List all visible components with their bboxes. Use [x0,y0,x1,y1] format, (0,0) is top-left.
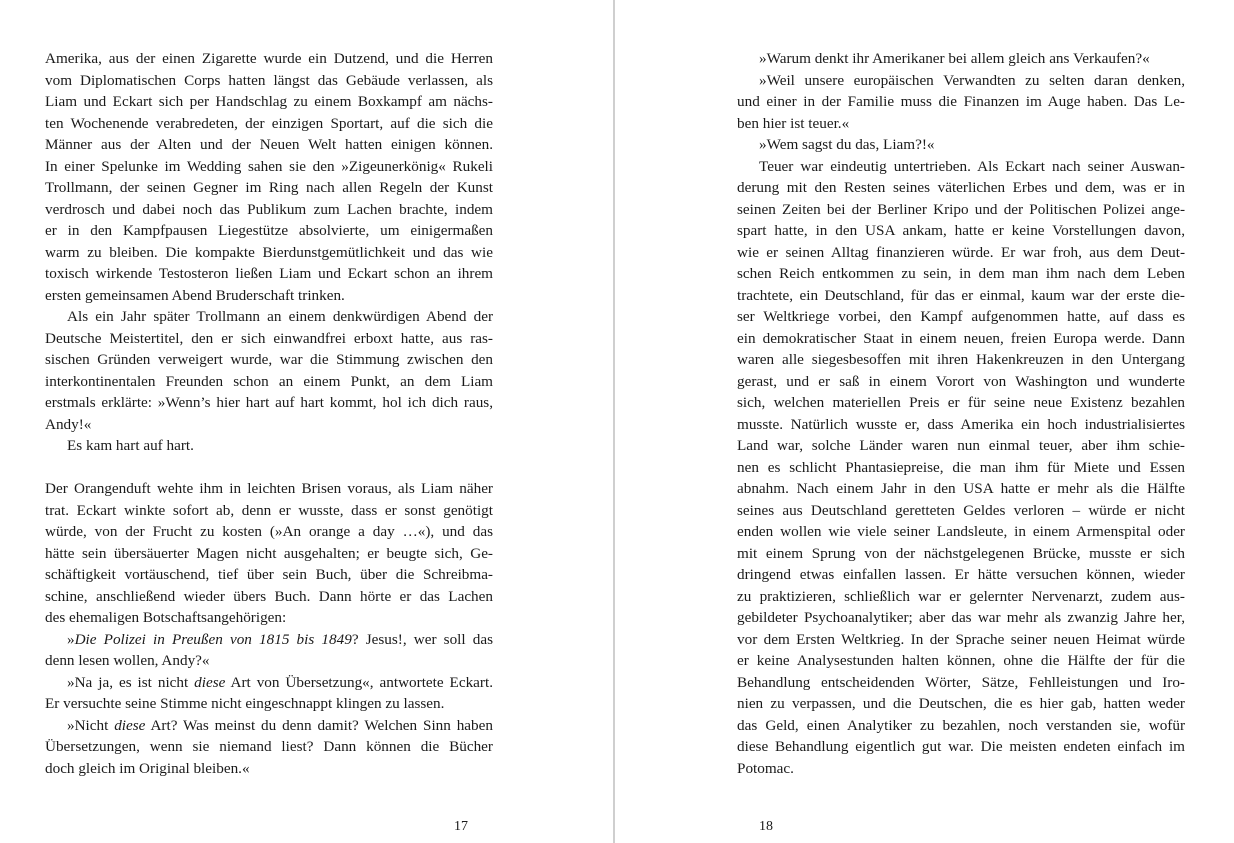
text-line: ben hier ist teuer.« [737,114,850,132]
text-fragment: »Na ja, es ist nicht [67,673,195,691]
text-line: seines aus Deutschland geretteten Geldes verloren – würde er nicht [737,501,1185,519]
text-fragment: Art? Was meinst du denn damit? Welchen Sinn haben [145,716,493,734]
text-line: derung mit den Resten seines väterlichen Erbes und dem, was er in [737,179,1185,196]
text-line: Andy!« [45,415,92,433]
text-line: ersten gemeinsamen Abend Bruderschaft trinken. [45,286,345,304]
text-line: vor dem Ersten Weltkrieg. In der Sprache seiner neuen Heimat würde [737,630,1185,648]
text-line: wie er seinen Alltag finanzieren würde. Er war froh, aus dem Deut- [737,243,1185,261]
text-line: und einer in der Familie muss die Finanzen im Auge haben. Das Le- [737,93,1185,110]
text-line: trachtete, ein Deutschland, für das er einmal, kaum war der erste die- [737,286,1185,304]
text-line: schine, anschließend wieder übers Buch. Dann hörte er das Lachen [45,587,493,605]
text-line: Deutsche Meistertitel, den er sich einwandfrei erboxt hatte, aus ras- [45,329,493,347]
text-line: erstmals erklärte: »Wenn’s hier hart auf hart kommt, hol ich dich raus, [45,394,493,411]
text-line [45,629,493,651]
text-line: waren alle siegesbesoffen mit ihren Hakenkreuzen in den Untergang [737,351,1185,368]
text-line: vom Diplomatischen Corps hatten längst das Gebäude verlassen, als [45,71,493,89]
section-break [45,457,493,479]
text-line: zu praktizieren, schließlich war er gelernter Nervenarzt, zudem aus- [737,587,1185,605]
text-line: Land war, solche Länder waren nun einmal teuer, aber ihm schie- [737,437,1185,454]
text-line: trat. Eckart winkte sofort ab, denn er wusste, dass er sonst genötigt [45,501,493,519]
text-line: Übersetzungen, wenn sie niemand liest? Dann können die Bücher [45,738,493,755]
text-line: sich, welchen materiellen Preis er für seine neue Existenz bezahlen [737,394,1185,411]
text-line: Amerika, aus der einen Zigarette wurde ein Dutzend, und die Herren [45,50,493,67]
page-number-right: 18 [759,819,773,834]
text-line [45,672,493,694]
left-page-text [45,48,493,779]
text-line [45,715,493,737]
book-gutter [613,0,615,843]
text-line: Es kam hart auf hart. [67,437,194,454]
text-line: Er versuchte seine Stimme nicht eingeschnappt klingen zu lassen. [45,695,445,712]
text-line: Trollmann, der seinen Gegner im Ring nach allen Regeln der Kunst [45,179,493,196]
text-fragment: » [67,630,75,648]
text-line: das Geld, einen Analytiker zu bezahlen, noch verstanden sie, wofür [737,716,1185,734]
text-line: Als ein Jahr später Trollmann an einem denkwürdigen Abend der [67,308,493,325]
text-fragment: Art von Übersetzung«, antwortete Eckart. [225,673,493,691]
text-line: gebildeter Psychoanalytiker; aber das war mehr als zwanzig Jahre her, [737,609,1185,626]
text-line: ser Weltkriege vorbei, den Kampf aufgenommen hatte, auf dass es [737,308,1185,325]
text-line: enden wollen wie viele seiner Landsleute, in einem Armenspital oder [737,523,1185,540]
text-line: er keine Analysestunden halten können, ohne die Hälfte der für die [737,652,1185,669]
text-line: spart hatte, in den USA ankam, hatte er keine Vorstellungen davon, [737,222,1185,239]
text-line: interkontinentalen Freunden schon an einem Punkt, an dem Liam [45,372,493,390]
text-line: ten Wochenende verabredeten, der einzigen Sportart, auf die sich die [45,114,493,132]
emphasis-italic: diese [114,716,146,734]
text-line: des ehemaligen Botschaftsangehörigen: [45,609,287,626]
text-line: mit einem Sprung von der nächstgelegenen Brücke, musste er sich [737,544,1185,562]
text-line: er in den Kampfpausen Liegestütze absolvierte, um einigermaßen [45,222,493,239]
text-fragment: ? Jesus!, wer soll das [351,630,493,648]
text-line: schen Reich entkommen zu sein, in dem man ihm nach dem Leben [737,265,1185,282]
text-line: gerast, und er saß in einem Vorort von Washington und wunderte [737,372,1185,390]
text-line: verdrosch und dabei noch das Publikum zum Lachen brachte, indem [45,200,493,218]
text-line: nien zu verpassen, und die Deutschen, die es hier gab, hatten weder [737,695,1185,712]
text-line: hätte sein übersäuerter Magen nicht ausgehalten; er beugte sich, Ge- [45,544,493,562]
text-line: musste. Natürlich wusste er, dass Amerika ein hoch industrialisiertes [737,415,1185,433]
text-line: Der Orangenduft wehte ihm in leichten Brisen voraus, als Liam näher [45,480,493,497]
text-line: warm zu bleiben. Die kompakte Bierdunstgemütlichkeit und das wie [45,243,493,261]
text-line: In einer Spelunke im Wedding sahen sie den »Zigeunerkönig« Rukeli [45,157,493,175]
emphasis-italic: diese [194,673,226,691]
text-line: »Warum denkt ihr Amerikaner bei allem gleich ans Verkaufen?« [759,50,1150,67]
text-line: »Weil unsere europäischen Verwandten zu selten daran denken, [759,71,1185,89]
book-title-italic: Die Polizei in Preußen von 1815 bis 1849 [74,630,352,648]
text-line: toxisch wirkende Testosteron ließen Liam und Eckart schon an ihrem [45,265,493,282]
text-line: denn lesen wollen, Andy?« [45,652,210,669]
text-line: diese Behandlung eigentlich gut war. Die meisten endeten einfach im [737,738,1185,755]
text-line: Behandlung entscheidenden Wörter, Sätze, Fehlleistungen und Iro- [737,673,1185,691]
text-line: »Wem sagst du das, Liam?!« [759,136,935,153]
text-line: Potomac. [737,759,794,777]
text-line: seinen Zeiten bei der Berliner Kripo und der Politischen Polizei ange- [737,200,1185,218]
text-line: abnahm. Nach einem Jahr in den USA hatte er mehr als die Hälfte [737,480,1185,497]
text-line: nen es schlicht Phantasiepreise, die man ihm für Miete und Essen [737,458,1185,476]
right-page-text [737,48,1185,779]
text-line: würde, von der Frucht zu kosten (»An orange a day …«), und das [45,523,493,540]
text-line: doch gleich im Original bleiben.« [45,759,250,777]
text-line: sischen Gründen verweigert wurde, war die Stimmung zwischen den [45,351,493,368]
text-line: ein demokratischer Staat in einem neuen, freien Europa werde. Dann [737,329,1185,347]
page-number-left: 17 [454,819,468,834]
text-line: Männer aus der Alten und der Neuen Welt hatten einigen können. [45,136,493,153]
text-line: schäftigkeit vortäuschend, tief über sein Buch, über die Schreibma- [45,566,493,583]
text-fragment: »Nicht [67,716,115,734]
text-line: dringend etwas einfallen lassen. Er hätte versuchen können, wieder [737,566,1185,583]
text-line: Teuer war eindeutig untertrieben. Als Eckart nach seiner Auswan- [759,157,1185,175]
text-line: Liam und Eckart sich per Handschlag zu einem Boxkampf am nächs- [45,93,493,110]
